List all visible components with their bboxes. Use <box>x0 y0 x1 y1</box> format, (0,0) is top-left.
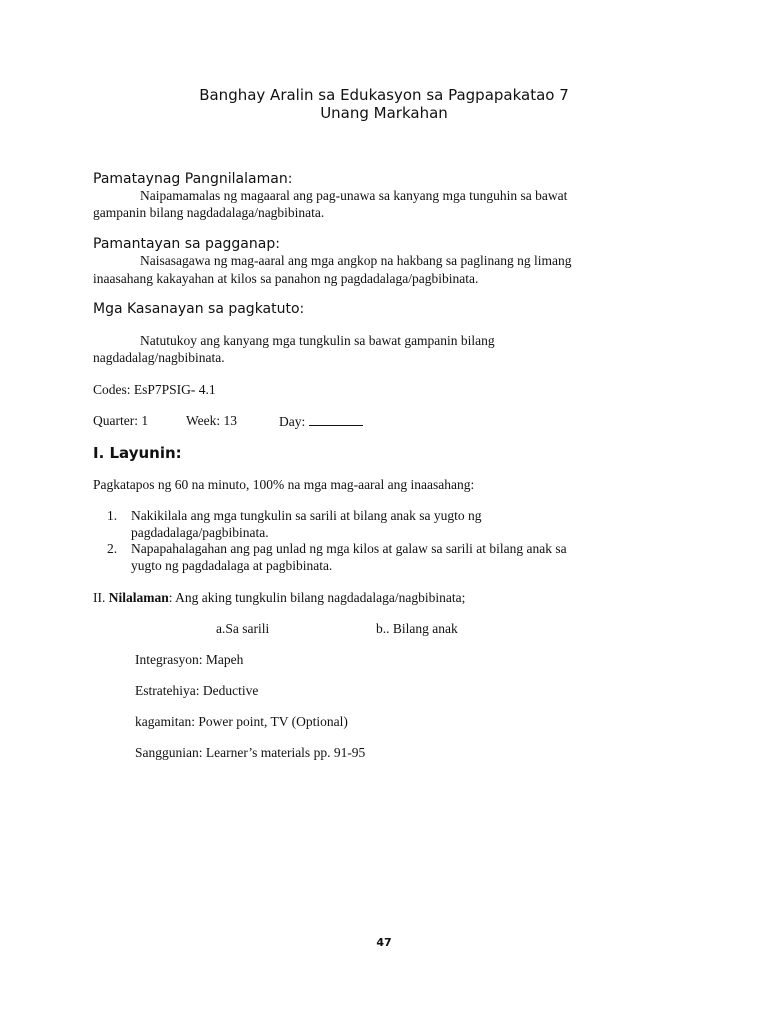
layunin-item-1-number: 1. <box>107 508 118 523</box>
kasanayan-line1: Natutukoy ang kanyang mga tungkulin sa bawat gampanin bilang <box>140 333 495 348</box>
layunin-item-2-line1: Napapahalagahan ang pag unlad ng mga kilos at galaw sa sarili at bilang anak sa <box>131 541 567 556</box>
quarter: Quarter: 1 <box>93 413 149 428</box>
layunin-item-2-number: 2. <box>107 541 118 556</box>
nilalaman-sub-a: a.Sa sarili <box>216 621 270 636</box>
codes: Codes: EsP7PSIG- 4.1 <box>93 382 216 397</box>
integrasyon: Integrasyon: Mapeh <box>135 652 244 667</box>
nilalaman-prefix: II. <box>93 590 106 605</box>
nilalaman-text: : Ang aking tungkulin bilang nagdadalaga/nagbibinata; <box>168 590 466 605</box>
document-subtitle: Unang Markahan <box>320 104 448 122</box>
pamantayan-sa-pagganap-line1: Naisasagawa ng mag-aaral ang mga angkop na hakbang sa paglinang ng limang <box>140 253 572 268</box>
layunin-item-2-line2: yugto ng pagdadalaga at pagbibinata. <box>131 558 333 573</box>
layunin-intro: Pagkatapos ng 60 na minuto, 100% na mga mag-aaral ang inaasahang: <box>93 477 475 492</box>
pamantayang-pangnilalaman-line2: gampanin bilang nagdadalaga/nagbibinata. <box>93 205 325 220</box>
layunin-item-1-line1: Nakikilala ang mga tungkulin sa sarili at bilang anak sa yugto ng <box>131 508 482 523</box>
kasanayan-line2: nagdadalag/nagbibinata. <box>93 350 225 365</box>
nilalaman-sub-b: b.. Bilang anak <box>376 621 458 636</box>
layunin-heading: I. Layunin: <box>93 444 182 462</box>
pamantayang-pangnilalaman-heading: Pamataynag Pangnilalaman: <box>93 171 293 187</box>
page-number: 47 <box>376 936 392 949</box>
kagamitan: kagamitan: Power point, TV (Optional) <box>135 714 348 729</box>
day-field <box>279 413 363 430</box>
pamantayan-sa-pagganap-line2: inaasahang kakayahan at kilos sa panahon ng pagdadalaga/pagbibinata. <box>93 271 479 286</box>
day-blank-line <box>309 413 363 426</box>
document-title: Banghay Aralin sa Edukasyon sa Pagpapakatao 7 <box>199 86 569 104</box>
pamantayan-sa-pagganap-heading: Pamantayan sa pagganap: <box>93 236 280 252</box>
week: Week: 13 <box>186 413 238 428</box>
pamantayang-pangnilalaman-line1: Naipamamalas ng magaaral ang pag-unawa sa kanyang mga tunguhin sa bawat <box>140 188 568 203</box>
estratehiya: Estratehiya: Deductive <box>135 683 259 698</box>
layunin-item-1-line2: pagdadalaga/pagbibinata. <box>131 525 269 540</box>
kasanayan-heading: Mga Kasanayan sa pagkatuto: <box>93 301 305 317</box>
nilalaman-line <box>93 590 465 606</box>
nilalaman-label: Nilalaman <box>108 590 169 605</box>
sanggunian: Sanggunian: Learner’s materials pp. 91-95 <box>135 745 366 760</box>
day-label: Day: <box>279 414 306 429</box>
